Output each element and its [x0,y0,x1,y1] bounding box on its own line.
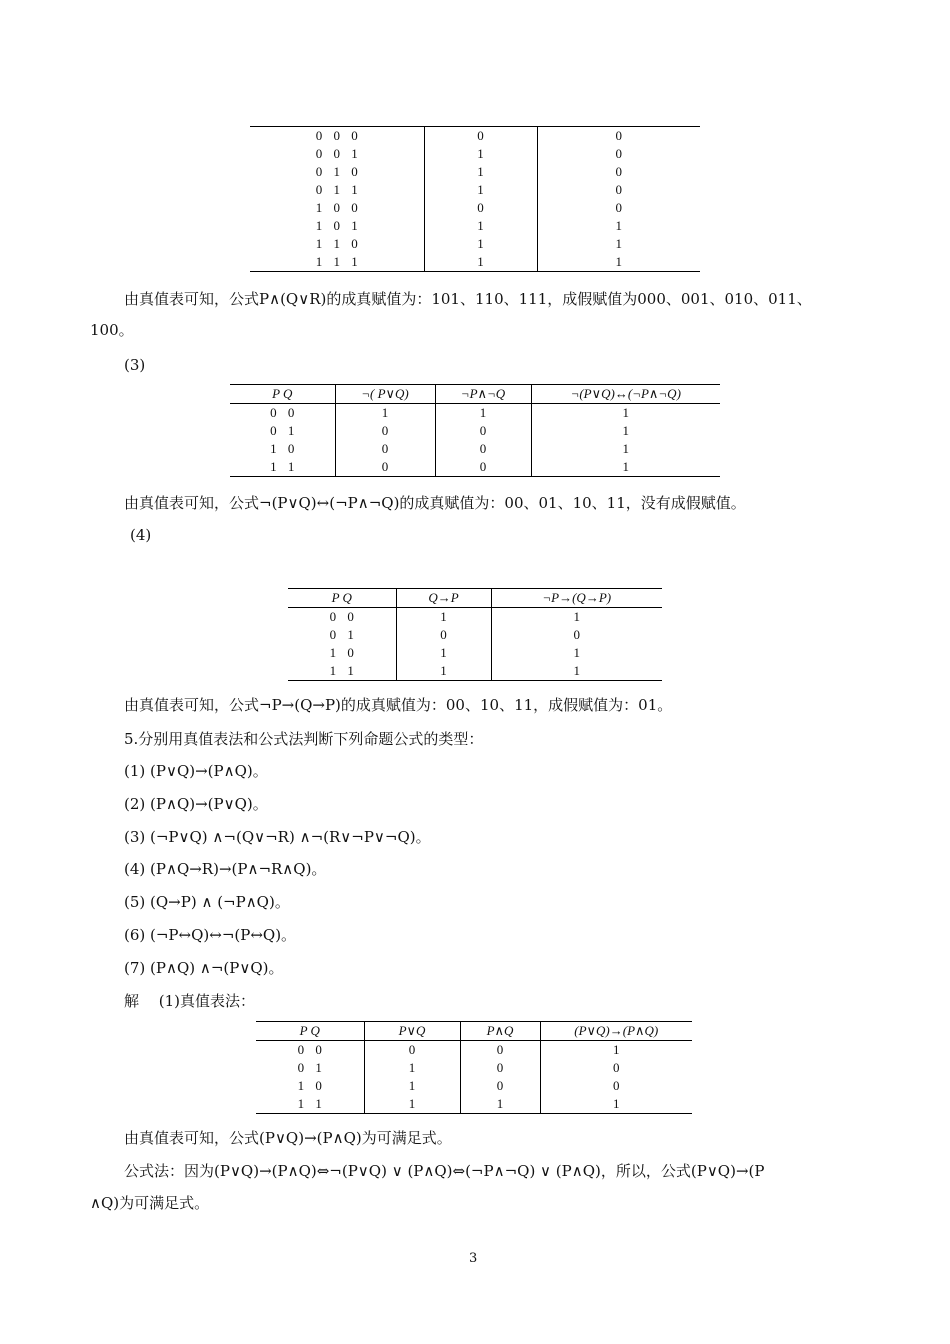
q5-item-6: (6) (¬P↔Q)↔¬(P↔Q)。 [124,926,297,944]
table-cell: 0 0 [329,609,354,624]
table-cell: 0 1 [270,423,295,438]
table-cell: 0 0 0 [315,128,358,143]
table-cell: 0 [460,1059,540,1077]
table-cell: 0 [537,127,700,146]
table-row [256,1077,692,1095]
q5-item-1: (1) (P∨Q)→(P∧Q)。 [124,762,268,780]
table-cell: 0 0 1 [315,146,358,161]
table3-conclusion: 由真值表可知，公式¬(P∨Q)↔(¬P∧¬Q)的成真赋值为：00、01、10、11，没有成假赋值。 [124,494,746,512]
table-cell: 1 [396,608,491,627]
table-cell: 1 [537,253,700,272]
table-cell: 0 [537,181,700,199]
formula-method-line2: ∧Q)为可满足式。 [90,1194,210,1212]
table-cell: 0 [435,440,531,458]
table-cell: 0 [335,458,435,477]
table-cell: 1 [424,217,537,235]
subproblem-4-label: (4) [130,526,152,544]
table-cell: 0 [435,422,531,440]
table-row [230,422,720,440]
table-header-cell: P∧Q [460,1022,540,1041]
table-header-cell: P Q [230,385,335,404]
table-cell: 0 [424,199,537,217]
table-cell: 1 [364,1059,460,1077]
table-cell: 1 [396,662,491,681]
table-row [250,253,700,272]
table-row [230,458,720,477]
q5-item-5: (5) (Q→P) ∧ (¬P∧Q)。 [124,893,290,911]
table-row [250,127,700,146]
table-cell: 1 [491,644,662,662]
table-cell: 1 [537,235,700,253]
table-cell: 0 [460,1041,540,1060]
table-cell: 0 [364,1041,460,1060]
q5-item-7: (7) (P∧Q) ∧¬(P∨Q)。 [124,959,284,977]
table-cell: 1 [424,181,537,199]
table-cell: 1 0 [270,441,295,456]
table-row [256,1059,692,1077]
table-cell: 1 [424,235,537,253]
table-row [288,662,662,681]
table-row [288,644,662,662]
table-cell: 1 [335,404,435,423]
table-cell: 0 0 [270,405,295,420]
table-header-cell: ¬(P∨Q)↔(¬P∧¬Q) [531,385,720,404]
table-row [256,1041,692,1060]
solution-heading: 解 (1)真值表法： [124,992,256,1010]
table-row [250,217,700,235]
table-cell: 0 [537,199,700,217]
table-cell: 1 [364,1077,460,1095]
table-cell: 1 [491,608,662,627]
table-header-cell: Q→P [396,589,491,608]
table-row [250,181,700,199]
table5-conclusion: 由真值表可知，公式(P∨Q)→(P∧Q)为可满足式。 [124,1129,452,1147]
table-row [230,404,720,423]
truth-table-1 [250,126,700,272]
truth-table-4 [288,588,662,681]
q5-item-3: (3) (¬P∨Q) ∧¬(Q∨¬R) ∧¬(R∨¬P∨¬Q)。 [124,828,431,846]
table-cell: 1 0 [297,1078,322,1093]
table-cell: 1 1 [230,458,335,477]
table-cell: 0 [335,440,435,458]
table-header-cell: P∨Q [364,1022,460,1041]
table-cell: 1 1 1 [250,253,424,272]
table-cell: 1 [460,1095,540,1114]
table-cell: 0 [396,626,491,644]
table-cell: 0 0 [297,1042,322,1057]
table-cell: 1 [364,1095,460,1114]
table-header-cell: ¬P∧¬Q [435,385,531,404]
table-cell: 1 [531,404,720,423]
table-cell: 1 [531,458,720,477]
table-row [230,440,720,458]
table-row [288,626,662,644]
table-header-cell: (P∨Q)→(P∧Q) [540,1022,692,1041]
table-cell: 0 [460,1077,540,1095]
subproblem-3-label: (3) [124,356,146,374]
table-cell: 1 1 [256,1095,364,1114]
q5-item-2: (2) (P∧Q)→(P∨Q)。 [124,795,268,813]
table-cell: 1 [424,163,537,181]
table1-conclusion-line1: 由真值表可知，公式P∧(Q∨R)的成真赋值为：101、110、111，成假赋值为000、001、010、011、 [124,290,812,308]
table-cell: 0 [537,163,700,181]
table-row [250,199,700,217]
table-cell: 0 [424,127,537,146]
table-cell: 1 [396,644,491,662]
table-cell: 0 [540,1077,692,1095]
table-row [256,1095,692,1114]
table-cell: 1 [435,404,531,423]
table-cell: 0 [435,458,531,477]
table-cell: 0 [491,626,662,644]
table-cell: 1 [540,1041,692,1060]
page-number: 3 [469,1251,478,1266]
truth-table-5 [256,1021,692,1114]
table-cell: 1 0 1 [315,218,358,233]
table-row [250,163,700,181]
table-cell: 1 [531,422,720,440]
table-header-cell: ¬( P∨Q) [335,385,435,404]
table-cell: 0 [335,422,435,440]
question-5-title: 5.分别用真值表法和公式法判断下列命题公式的类型： [124,730,484,748]
table-cell: 0 1 [329,627,354,642]
q5-item-4: (4) (P∧Q→R)→(P∧¬R∧Q)。 [124,860,327,878]
table-row [250,235,700,253]
table-cell: 0 1 1 [315,182,358,197]
table-cell: 1 [491,662,662,681]
table-cell: 0 [537,145,700,163]
table4-conclusion: 由真值表可知，公式¬P→(Q→P)的成真赋值为：00、10、11，成假赋值为：01。 [124,696,673,714]
table-cell: 0 1 [297,1060,322,1075]
table-cell: 1 0 [329,645,354,660]
table-row [288,608,662,627]
table-cell: 0 1 0 [315,164,358,179]
table-cell: 1 1 0 [315,236,358,251]
table-cell: 1 [424,253,537,272]
table-header-cell: ¬P→(Q→P) [491,589,662,608]
formula-method-line1: 公式法：因为(P∨Q)→(P∧Q)⇔¬(P∨Q) ∨ (P∧Q)⇔(¬P∧¬Q) ∨ (P∧Q)，所以，公式(P∨Q)→(P [124,1162,765,1180]
table-cell: 0 [540,1059,692,1077]
table-cell: 1 [537,217,700,235]
table-cell: 1 1 [288,662,396,681]
table-cell: 1 0 0 [315,200,358,215]
table-header-cell: P Q [256,1022,364,1041]
table-header-cell: P Q [288,589,396,608]
truth-table-3 [230,384,720,477]
table-cell: 1 [531,440,720,458]
table1-conclusion-line2: 100。 [90,321,134,339]
table-row [250,145,700,163]
table-cell: 1 [540,1095,692,1114]
table-cell: 1 [424,145,537,163]
